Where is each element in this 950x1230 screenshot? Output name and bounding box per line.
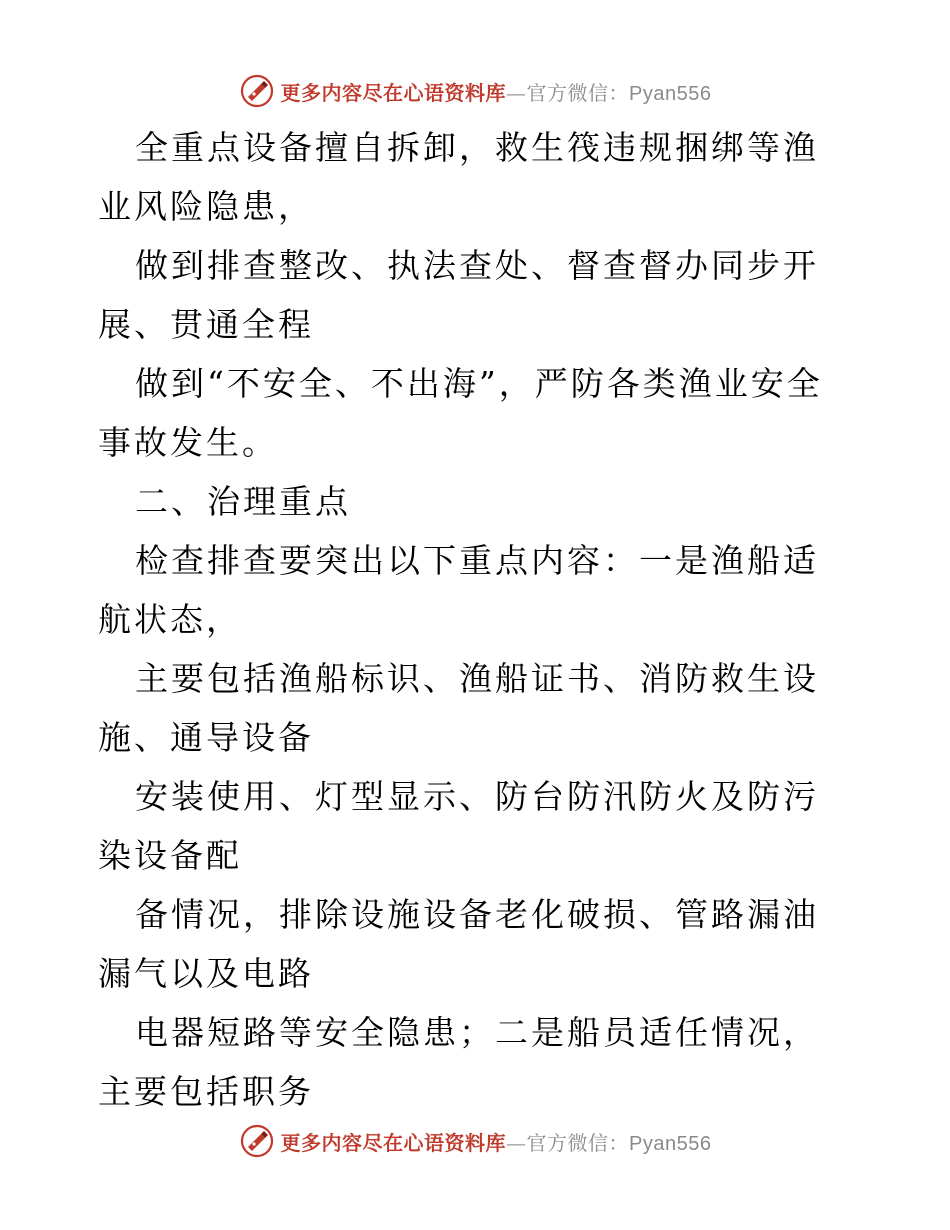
paragraph: 备情况，排除设施设备老化破损、管路漏油漏气以及电路 — [98, 895, 819, 993]
section-heading: 二、治理重点 — [135, 482, 351, 521]
paragraph: 主要包括渔船标识、渔船证书、消防救生设施、通导设备 — [98, 659, 819, 757]
pen-logo-icon — [239, 73, 275, 109]
banner-dash: — — [506, 80, 527, 105]
banner-text — [281, 1127, 712, 1156]
paragraph: 安装使用、灯型显示、防台防汛防火及防污染设备配 — [98, 777, 819, 875]
paragraph: 做到排查整改、执法查处、督查督办同步开展、贯通全程 — [98, 246, 819, 344]
banner-main-text: 更多内容尽在心语资料库 — [280, 1130, 507, 1155]
banner-dash: — — [506, 1130, 527, 1155]
paragraph: 检查排查要突出以下重点内容：一是渔船适航状态， — [98, 541, 819, 639]
banner-main-text: 更多内容尽在心语资料库 — [280, 80, 507, 105]
header-banner — [0, 71, 950, 111]
paragraph: 电器短路等安全隐患；二是船员适任情况，主要包括职务 — [98, 1013, 819, 1111]
footer-banner — [0, 1121, 950, 1161]
paragraph: 全重点设备擅自拆卸，救生筏违规捆绑等渔业风险隐患， — [98, 128, 819, 226]
banner-text — [281, 77, 712, 106]
banner-wechat-id: Pyan556 — [629, 1132, 712, 1155]
banner-sub-text: 官方微信： — [526, 80, 630, 105]
pen-logo-icon — [239, 1123, 275, 1159]
banner-sub-text: 官方微信： — [526, 1130, 630, 1155]
document-body — [98, 118, 853, 1121]
paragraph: 做到“不安全、不出海”，严防各类渔业安全事故发生。 — [98, 364, 823, 462]
banner-wechat-id: Pyan556 — [629, 82, 712, 105]
